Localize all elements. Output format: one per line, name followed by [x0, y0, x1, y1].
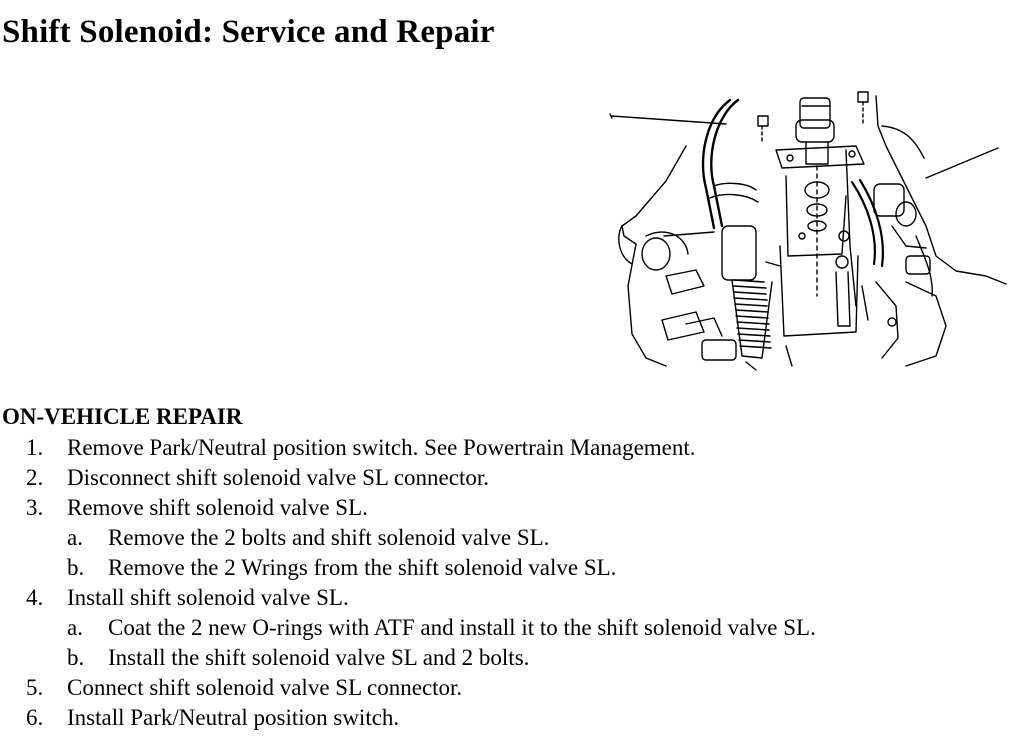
- step-number: 6.: [26, 705, 44, 730]
- substep-text: Remove the 2 Wrings from the shift solenoid valve SL.: [108, 555, 617, 580]
- repair-steps-list: [0, 433, 1009, 733]
- step-item: [0, 703, 1009, 733]
- substep-text: Coat the 2 new O-rings with ATF and install it to the shift solenoid valve SL.: [108, 615, 816, 640]
- step-text: Install Park/Neutral position switch.: [67, 705, 400, 730]
- step-number: 2.: [26, 465, 44, 490]
- step-item: [0, 583, 1009, 613]
- step-text: Remove shift solenoid valve SL.: [67, 495, 368, 520]
- step-item: [0, 673, 1009, 703]
- substep-letter: b.: [67, 555, 85, 580]
- substep-item: [0, 523, 1009, 553]
- step-item: [0, 433, 1009, 463]
- step-number: 3.: [26, 495, 44, 520]
- step-item: [0, 493, 1009, 523]
- substep-item: [0, 553, 1009, 583]
- section-heading: ON-VEHICLE REPAIR: [2, 404, 243, 429]
- substep-item: [0, 613, 1009, 643]
- substep-letter: a.: [67, 615, 83, 640]
- substep-letter: a.: [67, 525, 83, 550]
- step-text: Connect shift solenoid valve SL connector.: [67, 675, 463, 700]
- step-item: [0, 463, 1009, 493]
- step-number: 4.: [26, 585, 44, 610]
- step-number: 5.: [26, 675, 44, 700]
- step-number: 1.: [26, 435, 44, 460]
- page-title: Shift Solenoid: Service and Repair: [2, 14, 495, 50]
- substep-text: Remove the 2 bolts and shift solenoid valve SL.: [108, 525, 550, 550]
- step-text: Remove Park/Neutral position switch. See Powertrain Management.: [67, 435, 696, 460]
- step-text: Disconnect shift solenoid valve SL connector.: [67, 465, 489, 490]
- solenoid-diagram-illustration: [606, 86, 1008, 372]
- substep-item: [0, 643, 1009, 673]
- step-text: Install shift solenoid valve SL.: [67, 585, 349, 610]
- substep-text: Install the shift solenoid valve SL and 2 bolts.: [108, 645, 530, 670]
- substep-letter: b.: [67, 645, 85, 670]
